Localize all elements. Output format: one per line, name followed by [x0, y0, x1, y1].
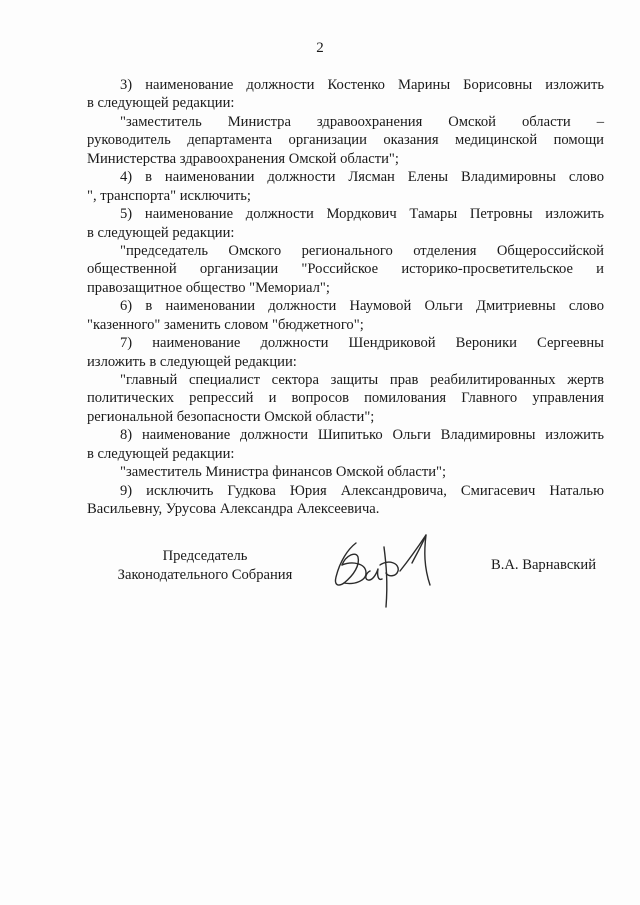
signatory-title-line: Законодательного Собрания [117, 566, 293, 583]
text-line: в следующей редакции: [87, 95, 235, 112]
text-line: "заместитель Министра финансов Омской области"; [120, 464, 447, 481]
text-line: ", транспорта" исключить; [87, 187, 251, 204]
text-line: Министерства здравоохранения Омской области"; [87, 150, 399, 167]
text-line: изложить в следующей редакции: [87, 353, 297, 370]
text-line: 5) наименование должности Мордкович Тамары Петровны изложить [120, 206, 604, 223]
text-line: политических репрессий и вопросов помилования Главного управления [87, 390, 604, 407]
text-line: Васильевну, Урусова Александра Алексеевича. [87, 501, 380, 518]
text-line: региональной безопасности Омской области"; [87, 408, 375, 425]
handwritten-signature [326, 525, 458, 625]
text-line: 7) наименование должности Шендриковой Вероники Сергеевны [120, 335, 604, 352]
text-line: 6) в наименовании должности Наумовой Ольги Дмитриевны слово [120, 298, 604, 315]
signatory-name: В.А. Варнавский [491, 557, 597, 573]
text-line: в следующей редакции: [87, 224, 235, 241]
signatory-title-line: Председатель [162, 548, 248, 564]
page-number: 2 [316, 40, 324, 56]
text-line: руководитель департамента организации оказания медицинской помощи [87, 132, 604, 149]
document-body [87, 76, 604, 519]
text-line: "казенного" заменить словом "бюджетного"; [87, 316, 364, 333]
text-line: 8) наименование должности Шипитько Ольги Владимировны изложить [120, 427, 604, 444]
text-line: 9) исключить Гудкова Юрия Александровича, Смигасевич Наталью [120, 482, 604, 499]
text-line: общественной организации "Российское историко-просветительское и [87, 261, 604, 278]
text-line: в следующей редакции: [87, 445, 235, 462]
text-line: "главный специалист сектора защиты прав реабилитированных жертв [120, 372, 604, 388]
text-line: 3) наименование должности Костенко Марины Борисовны изложить [120, 77, 604, 93]
text-line: 4) в наименовании должности Лясман Елены Владимировны слово [120, 169, 604, 186]
text-line: "председатель Омского регионального отделения Общероссийской [120, 242, 604, 259]
signatory-title [90, 547, 320, 584]
text-line: правозащитное общество "Мемориал"; [87, 279, 330, 296]
text-line: "заместитель Министра здравоохранения Омской области – [120, 113, 604, 130]
